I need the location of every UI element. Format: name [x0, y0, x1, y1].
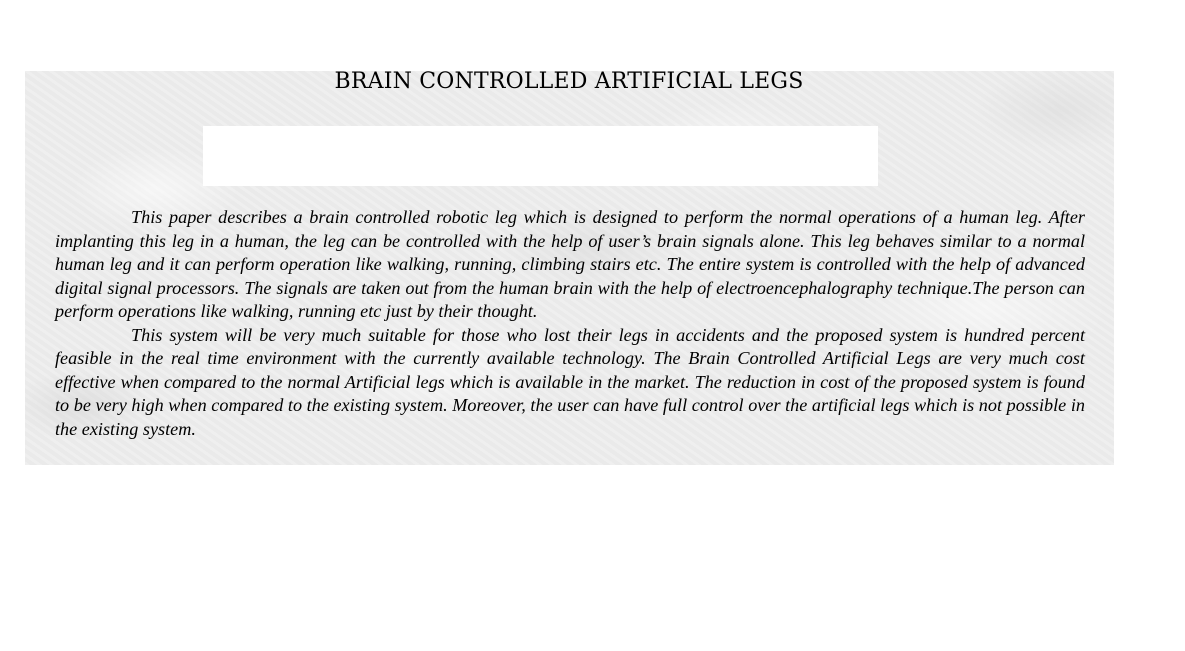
- document-title: BRAIN CONTROLLED ARTIFICIAL LEGS: [334, 69, 804, 94]
- abstract-body: [55, 206, 1085, 441]
- abstract-paragraph-2: This system will be very much suitable for those who lost their legs in accidents and the proposed system is hundred percent feasible in the real time environment with the currently available technology. The Brain Controlled Artificial Legs are very much cost effective when compared to the normal Artificial legs which is available in the market. The reduction in cost of the proposed system is found to be very high when compared to the existing system. Moreover, the user can have full control over the artificial legs which is not possible in the existing system.: [55, 324, 1085, 439]
- abstract-paragraph-1: This paper describes a brain controlled robotic leg which is designed to perform the normal operations of a human leg. After implanting this leg in a human, the leg can be controlled with the help of user’s brain signals alone. This leg behaves similar to a normal human leg and it can perform operation like walking, running, climbing stairs etc. The entire system is controlled with the help of advanced digital signal processors. The signals are taken out from the human brain with the help of electroencephalography technique.The person can perform operations like walking, running etc just by their thought.: [55, 207, 1085, 321]
- blank-white-box: [203, 126, 878, 186]
